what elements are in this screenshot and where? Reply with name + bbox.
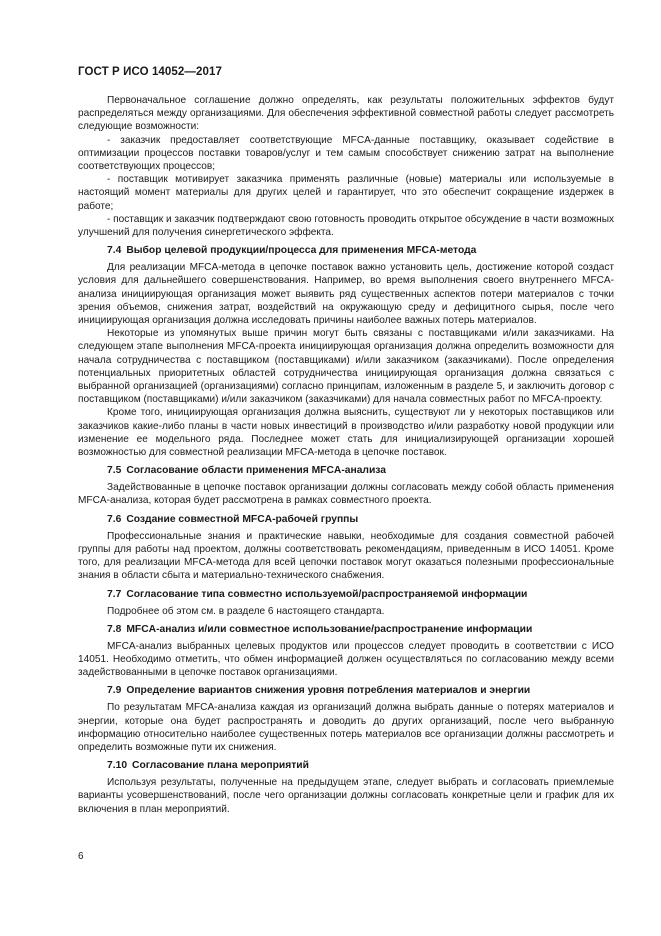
section-7-5-heading	[107, 464, 614, 477]
section-7-5-paragraph-1: Задействованные в цепочке поставок организации должны согласовать между собой область применения MFCA-анализа, которая будет рассмотрена в рамках совместного проекта.	[78, 482, 614, 507]
section-7-4-heading	[107, 244, 614, 257]
section-title: Согласование типа совместно используемой/распространяемой информации	[126, 588, 528, 600]
section-title: MFCA-анализ и/или совместное использование/распространение информации	[126, 623, 533, 635]
section-7-9-paragraph-1: По результатам MFCA-анализа каждая из организаций должна выбрать данные о потерях материалов и энергии, которые она будет распространять и доводить до других организаций, после чего выбранную информацию относительно наиболее существенных потерь материалов все организации должны рассмотреть и определить возможные пути их снижения.	[78, 702, 614, 753]
section-7-4-paragraph-2: Некоторые из упомянутых выше причин могут быть связаны с поставщиками и/или заказчиками. На следующем этапе выполнения MFCA-проекта инициирующая организация должна определить возможности для начала сотрудничества с поставщиком (поставщиками) и/или заказчиком (заказчиками). После определения потенциальных приоритетных областей сотрудничества инициирующая организация должна связаться с выбранной организацией (организациями) согласно принципам, изложенным в разделе 5, и заключить договор с поставщиком (поставщиками) и/или заказчиком (заказчиками) для начала совместных работ по MFCA-проекту.	[78, 328, 614, 406]
section-number: 7.8	[107, 623, 122, 635]
section-7-8-heading	[107, 623, 614, 636]
section-7-8-paragraph-1: MFCA-анализ выбранных целевых продуктов или процессов следует проводить в соответствии с ИСО 14051. Необходимо отметить, что обмен информацией должен осуществляться по согласованию между всеми задействованными в цепочке поставок организациями.	[78, 640, 614, 679]
section-7-6-heading	[107, 513, 614, 526]
section-number: 7.4	[107, 245, 122, 257]
section-title: Согласование области применения MFCA-анализа	[126, 465, 387, 477]
page-number: 6	[78, 851, 84, 862]
document-body	[78, 94, 614, 816]
intro-bullet-3: - поставщик и заказчик подтверждают свою готовность проводить открытое обсуждение в части возможных улучшений для получения синергетического эффекта.	[78, 213, 614, 239]
section-7-10-paragraph-1: Используя результаты, полученные на предыдущем этапе, следует выбрать и согласовать приемлемые варианты усовершенствований, после чего организации должны согласовать конкретные цели и график для их включения в план мероприятий.	[78, 777, 614, 815]
section-title: Создание совместной MFCA-рабочей группы	[126, 513, 359, 525]
document-header: ГОСТ Р ИСО 14052—2017	[78, 66, 223, 78]
section-number: 7.5	[107, 465, 122, 477]
section-7-4-paragraph-1: Для реализации MFCA-метода в цепочке поставок важно установить цель, достижение которой создаст условия для дальнейшего совершенствования. Например, во время выполнения своего внутреннего MFCA-анализа инициирующая организация может выявить ряд существенных аспектов потери материалов с точки зрения объемов, снижения затрат, воздействий на окружающую среду и дефицитного сырья, после чего инициирующая организация должна исследовать причины наиболее важных потерь материалов.	[78, 262, 614, 327]
section-title: Выбор целевой продукции/процесса для применения MFCA-метода	[126, 245, 477, 257]
section-7-9-heading	[107, 684, 614, 697]
section-7-10-heading	[107, 759, 614, 772]
section-7-7-paragraph-1: Подробнее об этом см. в разделе 6 настоящего стандарта.	[107, 605, 385, 617]
intro-bullet-1: - заказчик предоставляет соответствующие MFCA-данные поставщику, оказывает содействие в оптимизации процессов поставки товаров/услуг и тем самым способствует снижению затрат на выполнение соответствующих процессов;	[78, 134, 614, 173]
section-number: 7.6	[107, 513, 122, 525]
section-7-7-heading	[107, 588, 614, 601]
section-title: Определение вариантов снижения уровня потребления материалов и энергии	[126, 685, 531, 697]
section-number: 7.9	[107, 685, 122, 697]
section-title: Согласование плана мероприятий	[132, 760, 309, 772]
intro-bullet-2: - поставщик мотивирует заказчика применять различные (новые) материалы или используемые в настоящий момент материалы для других целей и гарантирует, что это обеспечит сокращение издержек в работе;	[78, 174, 614, 212]
section-number: 7.7	[107, 588, 122, 600]
section-number: 7.10	[107, 760, 128, 772]
intro-paragraph: Первоначальное соглашение должно определять, как результаты положительных эффектов будут распределяться между организациями. Для обеспечения эффективной совместной работы следует рассмотреть следующие возможности:	[78, 95, 614, 133]
section-7-4-paragraph-3: Кроме того, инициирующая организация должна выяснить, существуют ли у некоторых поставщиков или заказчиков какие-либо планы в части новых инвестиций в производство и/или разработку новой продукции или изменение ее модельного ряда. Последнее может стать для инициализирующей организации хорошей возможностью для совместной реализации MFCA-метода в цепочке поставок.	[78, 407, 614, 459]
section-7-6-paragraph-1: Профессиональные знания и практические навыки, необходимые для создания совместной рабочей группы для работы над проектом, должны соответствовать рекомендациям, приведенным в ИСО 14051. Кроме того, для реализации MFCA-метода для всей цепочки поставок могут оказаться полезными профессиональные знания в области сбыта и материально-технического снабжения.	[78, 530, 614, 582]
